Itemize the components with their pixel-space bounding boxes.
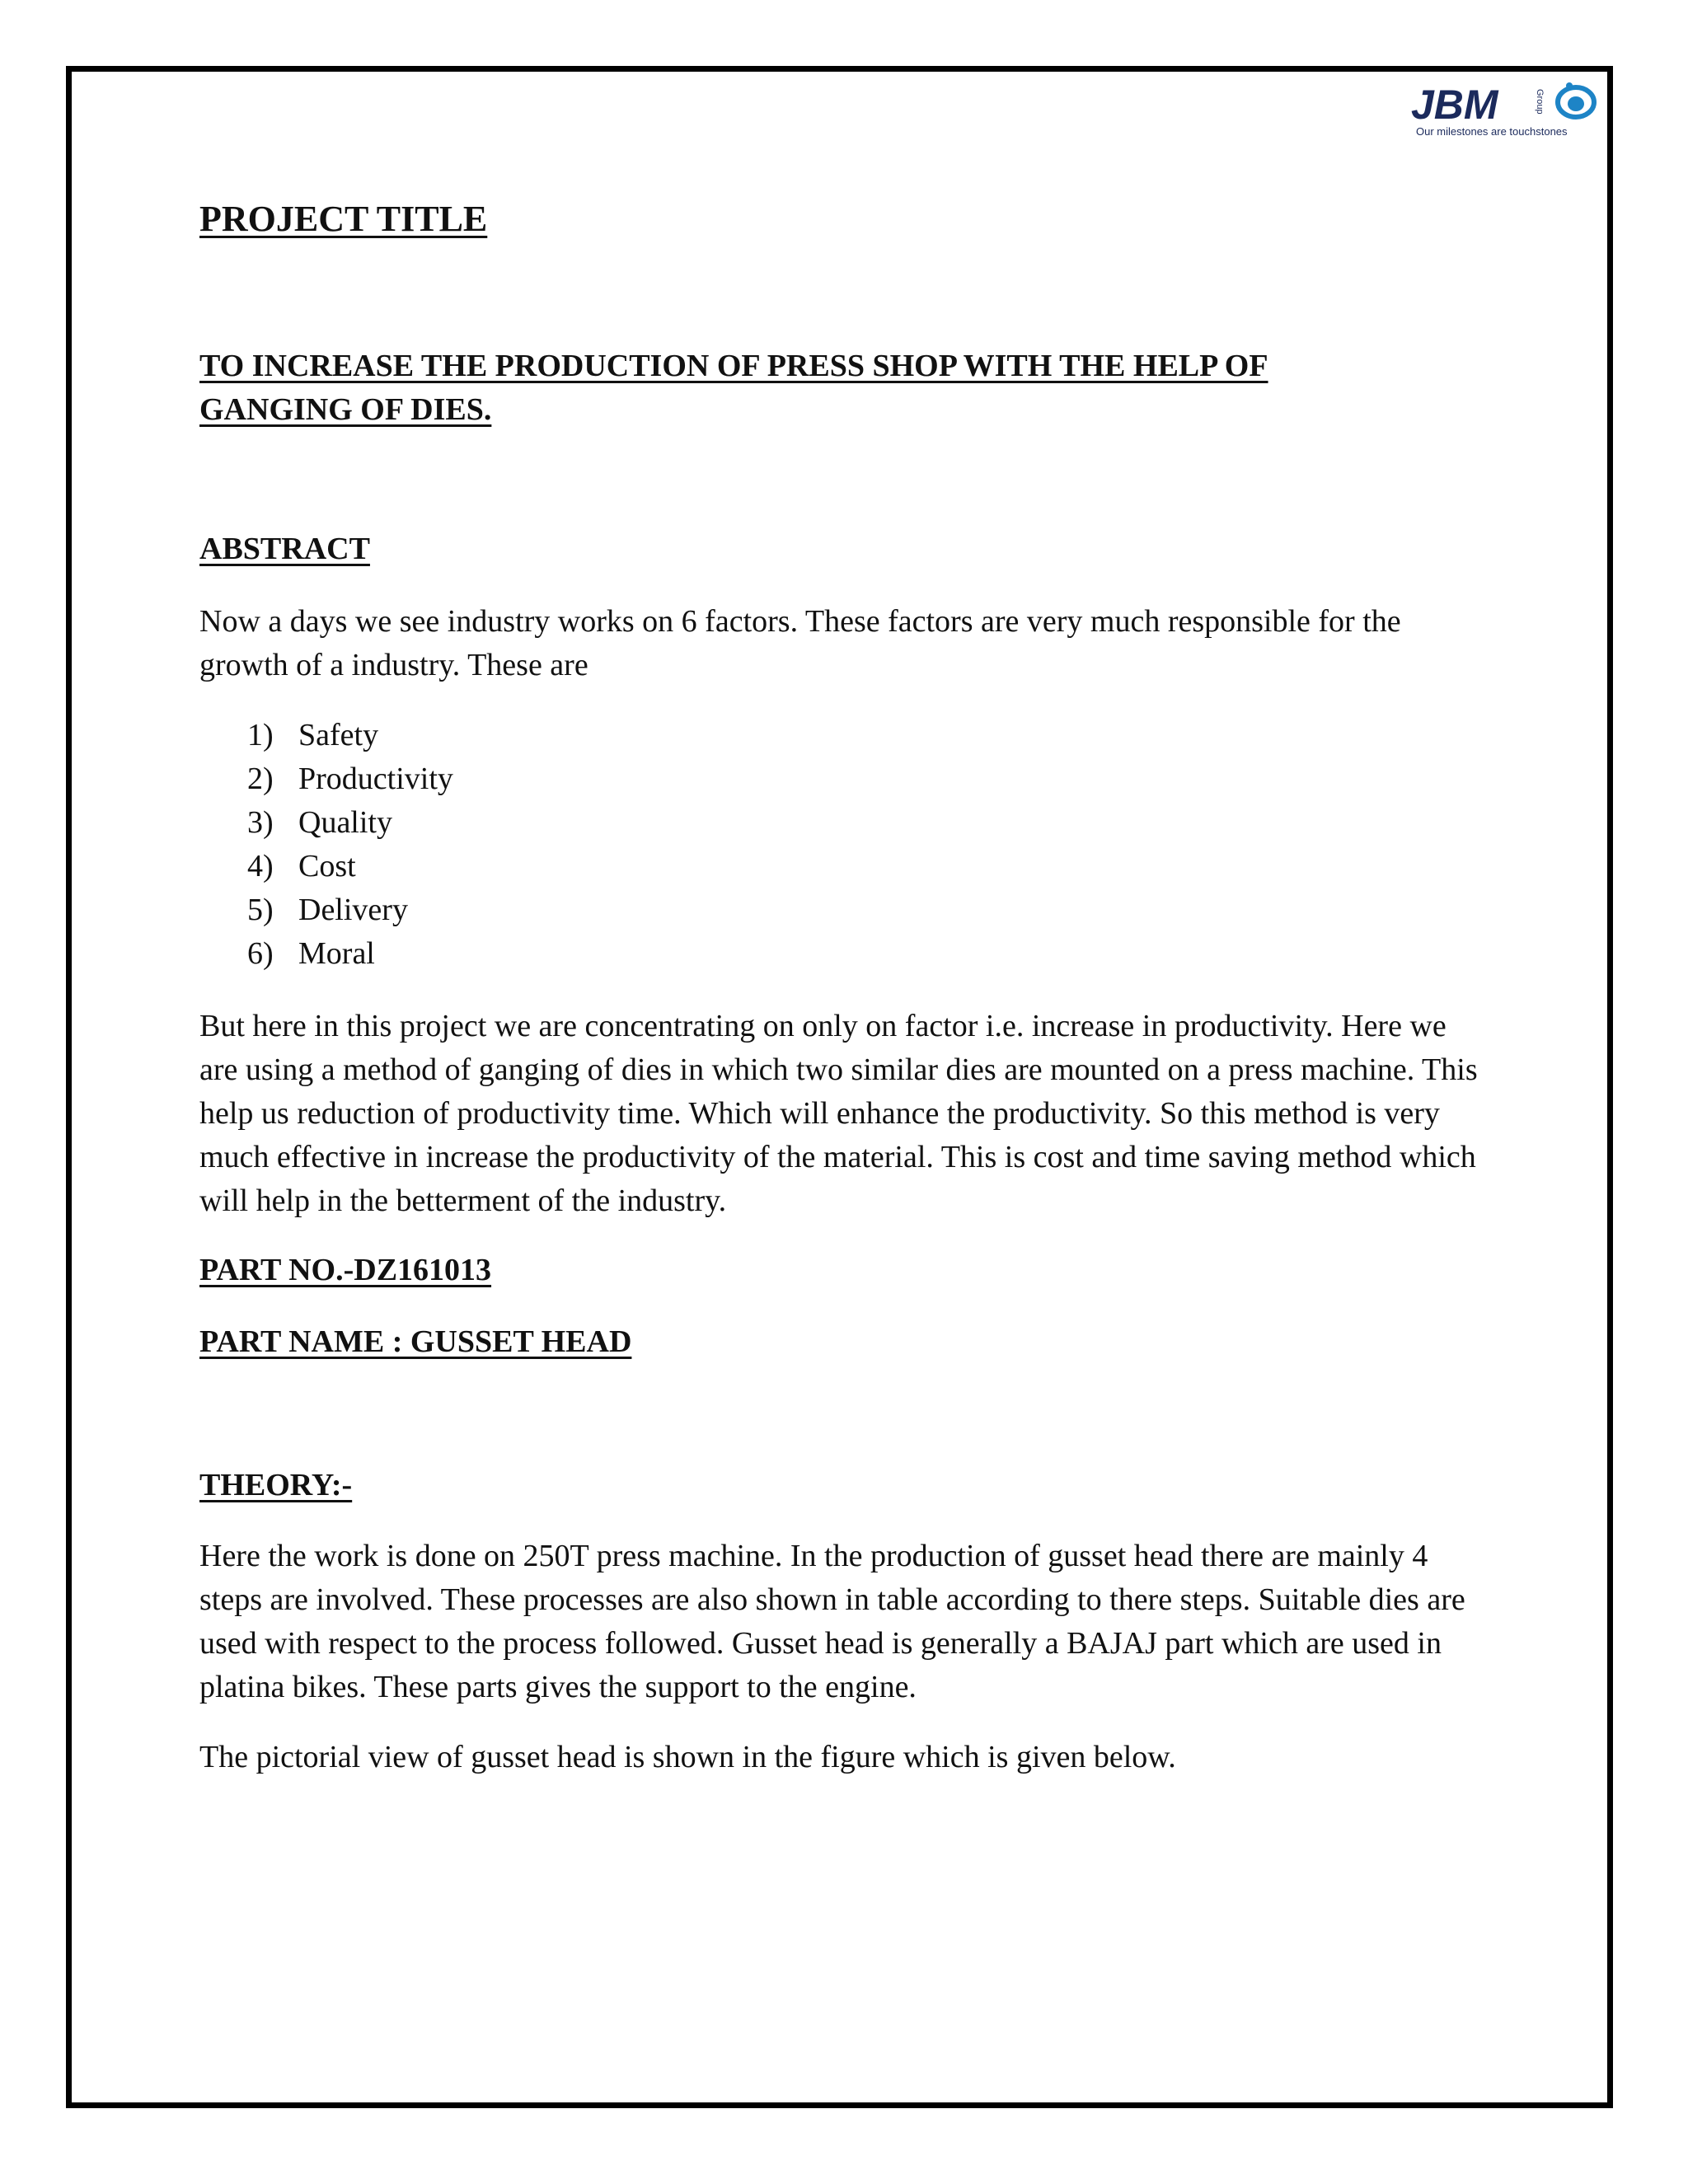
list-item: [247, 757, 453, 801]
list-label: Delivery: [298, 893, 408, 927]
abstract-heading: ABSTRACT: [199, 532, 370, 566]
logo-swirl-icon: [1558, 82, 1594, 117]
list-item: [247, 888, 453, 932]
list-label: Safety: [298, 718, 379, 752]
abstract-intro: Now a days we see industry works on 6 factors. These factors are very much responsible for the growth of a industry. These are: [199, 604, 1401, 682]
theory-body: Here the work is done on 250T press machine. In the production of gusset head there are mainly 4 steps are involved. These processes are also shown in table according to there steps. Suitable dies are used with respect to the process followed. Gusset head is generally a BAJAJ part which are used in platina bikes. These parts gives the support to the engine.: [199, 1539, 1465, 1704]
part-name: PART NAME : GUSSET HEAD: [199, 1324, 632, 1359]
figure-note: The pictorial view of gusset head is shown in the figure which is given below.: [199, 1740, 1176, 1774]
abstract-body: But here in this project we are concentrating on only on factor i.e. increase in productivity. Here we are using a method of ganging of dies in which two similar dies are mounted on a press machine. This help us reduction of productivity time. Which will enhance the productivity. So this method is very much effective in increase the productivity of the material. This is cost and time saving method which will help in the betterment of the industry.: [199, 1009, 1478, 1218]
project-title-heading: PROJECT TITLE: [199, 199, 488, 239]
factor-list: [247, 714, 453, 976]
company-logo: [1411, 79, 1609, 145]
list-label: Cost: [298, 849, 356, 883]
logo-tagline: Our milestones are touchstones: [1416, 125, 1568, 138]
list-item: [247, 932, 453, 976]
list-number: 6): [247, 936, 274, 971]
project-title-line-1: TO INCREASE THE PRODUCTION OF PRESS SHOP WITH THE HELP OF: [199, 349, 1268, 383]
logo-brand: JBM: [1411, 82, 1498, 128]
list-number: 1): [247, 718, 274, 752]
list-number: 5): [247, 893, 274, 927]
part-number: PART NO.-DZ161013: [199, 1253, 492, 1287]
list-label: Quality: [298, 805, 392, 840]
list-item: [247, 801, 453, 845]
list-number: 4): [247, 849, 274, 883]
list-label: Moral: [298, 936, 375, 971]
list-number: 3): [247, 805, 274, 840]
logo-group: Group: [1535, 89, 1545, 115]
list-number: 2): [247, 762, 274, 796]
theory-heading: THEORY:-: [199, 1468, 353, 1502]
list-item: [247, 714, 453, 757]
list-item: [247, 845, 453, 888]
project-title-line-2: GANGING OF DIES.: [199, 392, 492, 427]
list-label: Productivity: [298, 762, 453, 796]
